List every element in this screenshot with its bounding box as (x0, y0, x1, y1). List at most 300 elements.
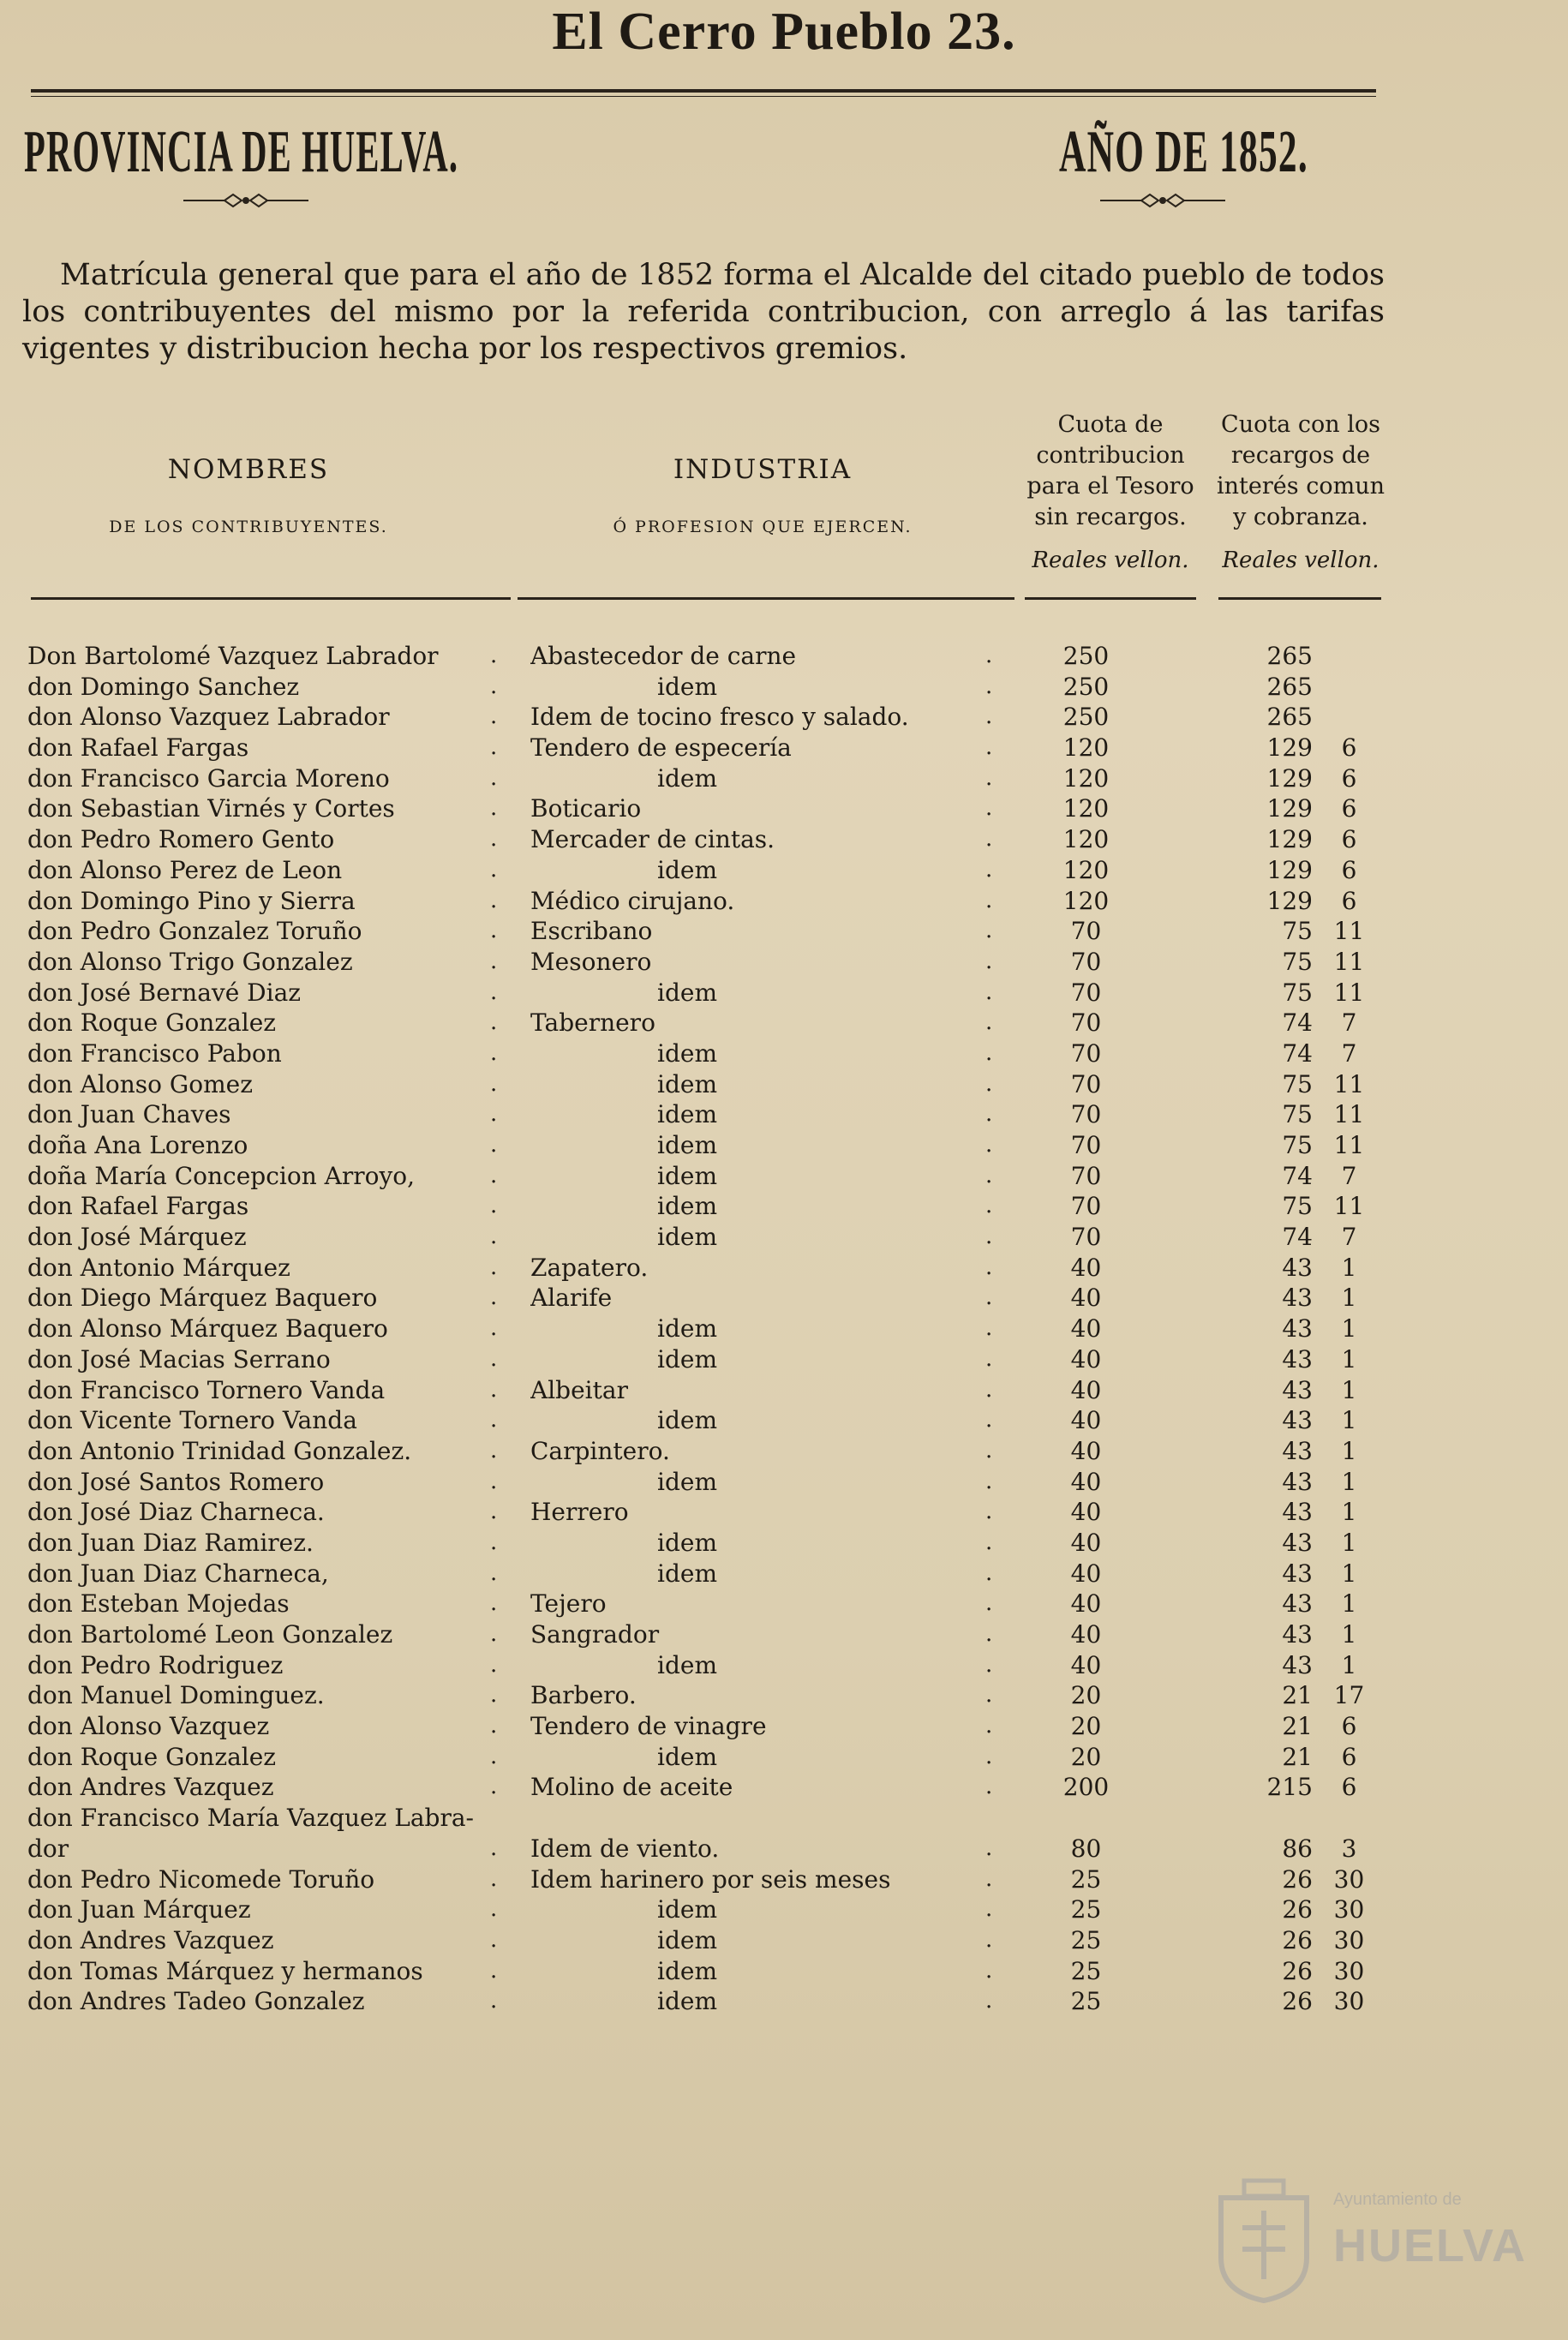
ornament-right-icon (1098, 190, 1227, 211)
table-row (0, 1222, 1568, 1253)
table-row (0, 702, 1568, 733)
leader-dots: . (490, 1713, 498, 1739)
contributor-name: don Bartolomé Leon Gonzalez (27, 1620, 393, 1649)
leader-dots: . (985, 1376, 993, 1403)
quota-treasury-cell: 250 (1062, 703, 1110, 732)
quota-surcharge-cell: 26 (1282, 1864, 1313, 1894)
leader-dots: . (985, 1284, 993, 1311)
table-row (0, 824, 1568, 855)
contributor-name: don Antonio Márquez (27, 1253, 290, 1282)
table-row (0, 1405, 1568, 1436)
quota-surcharge-fraction-cell: 11 (1333, 947, 1365, 976)
industry-cell: Tendero de especería (530, 733, 792, 763)
industry-cell: Idem de viento. (530, 1834, 720, 1863)
leader-dots: . (985, 1315, 993, 1342)
header-rule-thin (31, 96, 1376, 97)
quota-treasury-cell: 120 (1062, 886, 1110, 915)
table-row (0, 1467, 1568, 1498)
quota-treasury-cell: 40 (1070, 1253, 1102, 1282)
quota-treasury-cell: 70 (1070, 1038, 1102, 1068)
industry-cell: idem (657, 978, 717, 1007)
industry-cell: idem (657, 1650, 717, 1679)
contributor-name: don Rafael Fargas (27, 1192, 249, 1221)
quota-surcharge-cell: 129 (1266, 763, 1313, 793)
leader-dots: . (985, 1009, 993, 1036)
column-rule-quota-treasury (1025, 597, 1196, 600)
quota-surcharge-cell: 43 (1282, 1559, 1313, 1588)
leader-dots: . (490, 1988, 498, 2014)
quota-treasury-cell: 120 (1062, 825, 1110, 854)
table-row (0, 1864, 1568, 1895)
quota-surcharge-cell: 43 (1282, 1467, 1313, 1496)
quota-treasury-cell: 70 (1070, 1069, 1102, 1098)
leader-dots: . (985, 1988, 993, 2014)
contributor-name: don Esteban Mojedas (27, 1589, 290, 1619)
quota-surcharge-cell: 129 (1266, 733, 1313, 763)
leader-dots: . (490, 1009, 498, 1036)
quota-surcharge-cell: 75 (1282, 947, 1313, 976)
quota-surcharge-fraction-cell: 1 (1341, 1253, 1357, 1282)
quota-surcharge-cell: 21 (1282, 1681, 1313, 1710)
leader-dots: . (490, 1499, 498, 1525)
contributor-name: Don Bartolomé Vazquez Labrador (27, 642, 439, 670)
quota-surcharge-fraction-cell: 6 (1341, 763, 1357, 793)
quota-surcharge-fraction-cell: 1 (1341, 1375, 1357, 1404)
industry-cell: Tendero de vinagre (530, 1712, 767, 1741)
leader-dots: . (490, 734, 498, 761)
leader-dots: . (985, 764, 993, 791)
industry-cell: idem (657, 1406, 717, 1435)
quota-surcharge-fraction-cell: 7 (1341, 1223, 1357, 1252)
contributor-name: don Juan Diaz Ramirez. (27, 1528, 314, 1557)
quota-surcharge-cell: 215 (1266, 1773, 1313, 1802)
quota-treasury-cell: 120 (1062, 794, 1110, 823)
quota-surcharge-fraction-cell: 11 (1333, 917, 1365, 946)
table-row (0, 1956, 1568, 1987)
quota-surcharge-fraction-cell: 1 (1341, 1650, 1357, 1679)
contributor-name: don Alonso Vazquez Labrador (27, 703, 390, 732)
quota-surcharge-cell: 43 (1282, 1528, 1313, 1557)
column-rule-names (31, 597, 511, 600)
leader-dots: . (985, 1834, 993, 1861)
quota-treasury-cell: 80 (1070, 1834, 1102, 1863)
table-row (0, 1161, 1568, 1192)
industry-cell: idem (657, 1987, 717, 2016)
contributor-name: don Domingo Pino y Sierra (27, 886, 356, 915)
leader-dots: . (985, 826, 993, 853)
quota-treasury-cell: 40 (1070, 1620, 1102, 1649)
industry-cell: idem (657, 1192, 717, 1221)
table-row (0, 1283, 1568, 1314)
leader-dots: . (490, 1590, 498, 1617)
leader-dots: . (490, 918, 498, 944)
leader-dots: . (490, 1407, 498, 1433)
quota-surcharge-fraction-cell: 30 (1333, 1925, 1365, 1954)
leader-dots: . (985, 1101, 993, 1128)
contributor-name: don Manuel Dominguez. (27, 1681, 325, 1710)
leader-dots: . (985, 1559, 993, 1586)
watermark-line2: HUELVA (1333, 2220, 1527, 2271)
quota-treasury-cell: 25 (1070, 1864, 1102, 1894)
quota-surcharge-cell: 21 (1282, 1712, 1313, 1741)
leader-dots: . (490, 1132, 498, 1158)
quota-treasury-cell: 40 (1070, 1559, 1102, 1588)
quota-treasury-cell: 40 (1070, 1284, 1102, 1313)
names-subheading: DE LOS CONTRIBUYENTES. (109, 518, 388, 536)
contributor-name: don Vicente Tornero Vanda (27, 1406, 357, 1435)
contributor-name: don José Macias Serrano (27, 1344, 331, 1373)
contributor-name: don Antonio Trinidad Gonzalez. (27, 1436, 412, 1465)
quota-surcharge-fraction-cell: 6 (1341, 733, 1357, 763)
quota-surcharge-cell: 129 (1266, 886, 1313, 915)
contributor-name: don Andres Vazquez (27, 1773, 274, 1802)
contributor-name: don Tomas Márquez y hermanos (27, 1956, 423, 1985)
quota-surcharge-fraction-cell: 6 (1341, 1773, 1357, 1802)
quota-surcharge-fraction-cell: 1 (1341, 1589, 1357, 1619)
leader-dots: . (985, 643, 993, 668)
industry-cell: Herrero (530, 1498, 629, 1527)
quota-surcharge-cell: 86 (1282, 1834, 1313, 1863)
table-row (0, 1559, 1568, 1589)
quota-surcharge-cell: 75 (1282, 1192, 1313, 1221)
quota-surcharge-cell: 75 (1282, 1069, 1313, 1098)
industry-cell: idem (657, 1069, 717, 1098)
leader-dots: . (985, 1345, 993, 1372)
quota-surcharge-cell: 43 (1282, 1375, 1313, 1404)
industry-cell: Carpintero. (530, 1436, 670, 1465)
quota-surcharge-cell: 43 (1282, 1314, 1313, 1344)
column-header-names (60, 454, 437, 536)
contributor-name: don Alonso Gomez (27, 1069, 254, 1098)
table-row (0, 1803, 1568, 1834)
industry-cell: Alarife (530, 1284, 613, 1313)
quota-surcharge-cell: 265 (1266, 672, 1313, 701)
contributor-name: don José Bernavé Diaz (27, 978, 302, 1007)
quota-surcharge-fraction-cell: 17 (1333, 1681, 1365, 1710)
leader-dots: . (490, 703, 498, 730)
quota-treasury-cell: 70 (1070, 978, 1102, 1007)
industry-cell: Barbero. (530, 1681, 637, 1710)
leader-dots: . (490, 826, 498, 853)
quota-surcharge-cell: 43 (1282, 1589, 1313, 1619)
industry-heading: INDUSTRIA (673, 454, 853, 485)
industry-cell: idem (657, 1100, 717, 1129)
quota-surcharge-fraction-cell: 1 (1341, 1498, 1357, 1527)
industry-cell: Tejero (530, 1589, 607, 1619)
quota-treasury-cell: 120 (1062, 733, 1110, 763)
column-rule-industry (518, 597, 1014, 600)
quota-surcharge-fraction-cell: 7 (1341, 1038, 1357, 1068)
province-title: PROVINCIA DE HUELVA. (24, 119, 459, 185)
table-row (0, 1619, 1568, 1650)
leader-dots: . (490, 1224, 498, 1250)
quota-treasury-cell: 70 (1070, 1223, 1102, 1252)
quota-surcharge-fraction-cell: 30 (1333, 1956, 1365, 1985)
quota-surcharge-fraction-cell: 1 (1341, 1284, 1357, 1313)
quota-treasury-cell: 70 (1070, 1008, 1102, 1038)
quota-surcharge-fraction-cell: 7 (1341, 1008, 1357, 1038)
contributor-name: don Rafael Fargas (27, 733, 249, 763)
leader-dots: . (985, 734, 993, 761)
leader-dots: . (490, 1651, 498, 1678)
table-row (0, 1589, 1568, 1619)
quota-surcharge-fraction-cell: 6 (1341, 1742, 1357, 1771)
quota-surcharge-fraction-cell: 11 (1333, 1192, 1365, 1221)
leader-dots: . (985, 1193, 993, 1219)
quota-treasury-cell: 40 (1070, 1467, 1102, 1496)
contributor-name: don Pedro Romero Gento (27, 825, 335, 854)
leader-dots: . (490, 1529, 498, 1555)
table-row (0, 1436, 1568, 1467)
leader-dots: . (985, 1621, 993, 1647)
quota-treasury-cell: 200 (1062, 1773, 1110, 1802)
quota-surcharge-cell: 26 (1282, 1895, 1313, 1924)
quota-treasury-cell: 120 (1062, 855, 1110, 884)
contributor-name: don Alonso Vazquez (27, 1712, 270, 1741)
quota-surcharge-fraction-cell: 7 (1341, 1161, 1357, 1190)
contributor-name: don Pedro Gonzalez Toruño (27, 917, 362, 946)
table-row (0, 1650, 1568, 1681)
quota-surcharge-cell: 26 (1282, 1925, 1313, 1954)
leader-dots: . (985, 1499, 993, 1525)
industry-cell: idem (657, 1344, 717, 1373)
leader-dots: . (985, 1651, 993, 1678)
contributor-name: don Alonso Márquez Baquero (27, 1314, 388, 1344)
table-row (0, 916, 1568, 947)
contributor-name: don José Santos Romero (27, 1467, 325, 1496)
quota-surcharge-cell: 43 (1282, 1620, 1313, 1649)
quota-surcharge-unit: Reales vellon. (1222, 548, 1379, 573)
contributor-name: don Juan Diaz Charneca, (27, 1559, 329, 1588)
table-row (0, 1008, 1568, 1038)
quota-treasury-cell: 70 (1070, 947, 1102, 976)
table-row (0, 733, 1568, 763)
contributor-name: don Alonso Perez de Leon (27, 855, 343, 884)
contributor-name: don Pedro Rodriguez (27, 1650, 284, 1679)
column-header-industry (557, 454, 968, 536)
quota-surcharge-cell: 129 (1266, 794, 1313, 823)
table-row (0, 1069, 1568, 1100)
industry-cell: Escribano (530, 917, 653, 946)
table-row (0, 793, 1568, 824)
leader-dots: . (985, 795, 993, 822)
leader-dots: . (985, 918, 993, 944)
quota-surcharge-fraction-cell: 1 (1341, 1406, 1357, 1435)
leader-dots: . (985, 1957, 993, 1984)
quota-surcharge-cell: 21 (1282, 1742, 1313, 1771)
table-row (0, 1344, 1568, 1375)
quota-surcharge-cell: 43 (1282, 1650, 1313, 1679)
industry-cell: idem (657, 1956, 717, 1985)
leader-dots: . (490, 1070, 498, 1097)
leader-dots: . (985, 1070, 993, 1097)
leader-dots: . (985, 948, 993, 974)
leader-dots: . (490, 1101, 498, 1128)
quota-treasury-cell: 70 (1070, 1131, 1102, 1159)
quota-surcharge-cell: 265 (1266, 642, 1313, 670)
leader-dots: . (985, 1224, 993, 1250)
leader-dots: . (490, 1834, 498, 1861)
quota-surcharge-cell: 74 (1282, 1008, 1313, 1038)
running-head: El Cerro Pueblo 23. (552, 3, 1016, 61)
leader-dots: . (490, 856, 498, 883)
industry-cell: idem (657, 1895, 717, 1924)
industry-cell: idem (657, 1528, 717, 1557)
quota-surcharge-cell: 75 (1282, 1131, 1313, 1159)
leader-dots: . (985, 1132, 993, 1158)
quota-surcharge-cell: 74 (1282, 1161, 1313, 1190)
leader-dots: . (490, 1193, 498, 1219)
quota-treasury-cell: 25 (1070, 1895, 1102, 1924)
contributor-name: dor (27, 1834, 69, 1863)
table-row (0, 1314, 1568, 1344)
quota-surcharge-cell: 26 (1282, 1987, 1313, 2016)
quota-surcharge-cell: 43 (1282, 1344, 1313, 1373)
quota-surcharge-fraction-cell: 1 (1341, 1344, 1357, 1373)
leader-dots: . (985, 1529, 993, 1555)
leader-dots: . (490, 1254, 498, 1280)
industry-cell: Zapatero. (530, 1253, 649, 1282)
quota-treasury-cell: 70 (1070, 1100, 1102, 1129)
contributor-name: don Juan Márquez (27, 1895, 251, 1924)
leader-dots: . (985, 1162, 993, 1188)
quota-surcharge-fraction-cell: 1 (1341, 1559, 1357, 1588)
industry-cell: idem (657, 1467, 717, 1496)
quota-surcharge-fraction-cell: 6 (1341, 794, 1357, 823)
table-row (0, 855, 1568, 886)
industry-cell: Mesonero (530, 947, 652, 976)
quota-surcharge-cell: 43 (1282, 1253, 1313, 1282)
column-header-quota-treasury (1025, 410, 1196, 576)
quota-treasury-cell: 70 (1070, 917, 1102, 946)
table-row (0, 1711, 1568, 1742)
quota-surcharge-fraction-cell: 6 (1341, 1712, 1357, 1741)
contributors-table (0, 641, 1568, 2017)
table-row (0, 947, 1568, 978)
quota-surcharge-fraction-cell: 1 (1341, 1528, 1357, 1557)
leader-dots: . (490, 1682, 498, 1709)
quota-treasury-cell: 20 (1070, 1742, 1102, 1771)
quota-treasury-heading: Cuota de contribucion para el Tesoro sin recargos. (1026, 411, 1194, 530)
industry-cell: idem (657, 1559, 717, 1588)
leader-dots: . (985, 1743, 993, 1769)
industry-cell: Boticario (530, 794, 642, 823)
industry-cell: Sangrador (530, 1620, 660, 1649)
leader-dots: . (985, 887, 993, 913)
quota-surcharge-fraction-cell: 1 (1341, 1314, 1357, 1344)
quota-surcharge-cell: 43 (1282, 1284, 1313, 1313)
leader-dots: . (490, 1621, 498, 1647)
quota-treasury-cell: 20 (1070, 1681, 1102, 1710)
contributor-name: don José Diaz Charneca. (27, 1498, 325, 1527)
table-row (0, 1986, 1568, 2017)
leader-dots: . (985, 1407, 993, 1433)
leader-dots: . (985, 1713, 993, 1739)
contributor-name: don Alonso Trigo Gonzalez (27, 947, 353, 976)
quota-surcharge-cell: 43 (1282, 1498, 1313, 1527)
quota-treasury-cell: 25 (1070, 1925, 1102, 1954)
leader-dots: . (490, 1376, 498, 1403)
watermark-line1: Ayuntamiento de (1333, 2190, 1462, 2209)
table-row (0, 1742, 1568, 1773)
contributor-name: don Francisco María Vazquez Labra- (27, 1804, 475, 1833)
leader-dots: . (985, 673, 993, 699)
quota-surcharge-fraction-cell: 6 (1341, 855, 1357, 884)
quota-surcharge-fraction-cell: 11 (1333, 978, 1365, 1007)
table-row (0, 886, 1568, 917)
quota-treasury-unit: Reales vellon. (1032, 548, 1189, 573)
quota-surcharge-fraction-cell: 30 (1333, 1987, 1365, 2016)
leader-dots: . (490, 1345, 498, 1372)
city-crest-icon (1208, 2176, 1320, 2305)
industry-cell: idem (657, 763, 717, 793)
leader-dots: . (985, 856, 993, 883)
quota-treasury-cell: 70 (1070, 1161, 1102, 1190)
industry-cell: idem (657, 1038, 717, 1068)
contributor-name: don Francisco Garcia Moreno (27, 763, 390, 793)
industry-cell: idem (657, 1131, 717, 1159)
quota-surcharge-cell: 74 (1282, 1223, 1313, 1252)
table-row (0, 641, 1568, 672)
quota-treasury-cell: 40 (1070, 1406, 1102, 1435)
table-row (0, 1894, 1568, 1925)
ornament-left-icon (182, 190, 310, 211)
table-row (0, 672, 1568, 703)
leader-dots: . (985, 1896, 993, 1923)
contributor-name: don Francisco Pabon (27, 1038, 282, 1068)
leader-dots: . (985, 703, 993, 730)
industry-cell: Idem de tocino fresco y salado. (530, 703, 909, 732)
leader-dots: . (490, 1468, 498, 1494)
table-row (0, 1834, 1568, 1864)
industry-cell: idem (657, 672, 717, 701)
quota-treasury-cell: 40 (1070, 1528, 1102, 1557)
quota-surcharge-cell: 43 (1282, 1406, 1313, 1435)
leader-dots: . (490, 1437, 498, 1463)
table-row (0, 1038, 1568, 1069)
leader-dots: . (490, 795, 498, 822)
quota-surcharge-fraction-cell: 30 (1333, 1864, 1365, 1894)
contributor-name: don José Márquez (27, 1223, 247, 1252)
table-row (0, 978, 1568, 1008)
industry-cell: Albeitar (530, 1375, 628, 1404)
contributor-name: don Francisco Tornero Vanda (27, 1375, 386, 1404)
quota-surcharge-fraction-cell: 1 (1341, 1467, 1357, 1496)
quota-surcharge-fraction-cell: 11 (1333, 1131, 1365, 1159)
industry-cell: idem (657, 1742, 717, 1771)
table-row (0, 763, 1568, 794)
header-rule (31, 89, 1376, 93)
industry-cell: idem (657, 1223, 717, 1252)
contributor-name: don Roque Gonzalez (27, 1742, 277, 1771)
quota-surcharge-cell: 26 (1282, 1956, 1313, 1985)
leader-dots: . (490, 1162, 498, 1188)
leader-dots: . (490, 887, 498, 913)
industry-cell: idem (657, 855, 717, 884)
leader-dots: . (490, 1896, 498, 1923)
industry-cell: Tabernero (530, 1008, 655, 1038)
contributor-name: doña María Concepcion Arroyo, (27, 1161, 416, 1190)
leader-dots: . (490, 1774, 498, 1800)
column-rule-quota-surcharge (1218, 597, 1381, 600)
contributor-name: doña Ana Lorenzo (27, 1131, 248, 1159)
quota-treasury-cell: 40 (1070, 1589, 1102, 1619)
table-row (0, 1375, 1568, 1406)
quota-surcharge-fraction-cell: 6 (1341, 825, 1357, 854)
quota-surcharge-fraction-cell: 1 (1341, 1620, 1357, 1649)
quota-surcharge-cell: 129 (1266, 825, 1313, 854)
intro-paragraph: Matrícula general que para el año de 1852 forma el Alcalde del citado pueblo de todos los contribuyentes del mismo por la referida contribucion, con arreglo á las tarifas vigentes y distribucion hecha por los respectivos gremios. (22, 258, 1385, 366)
